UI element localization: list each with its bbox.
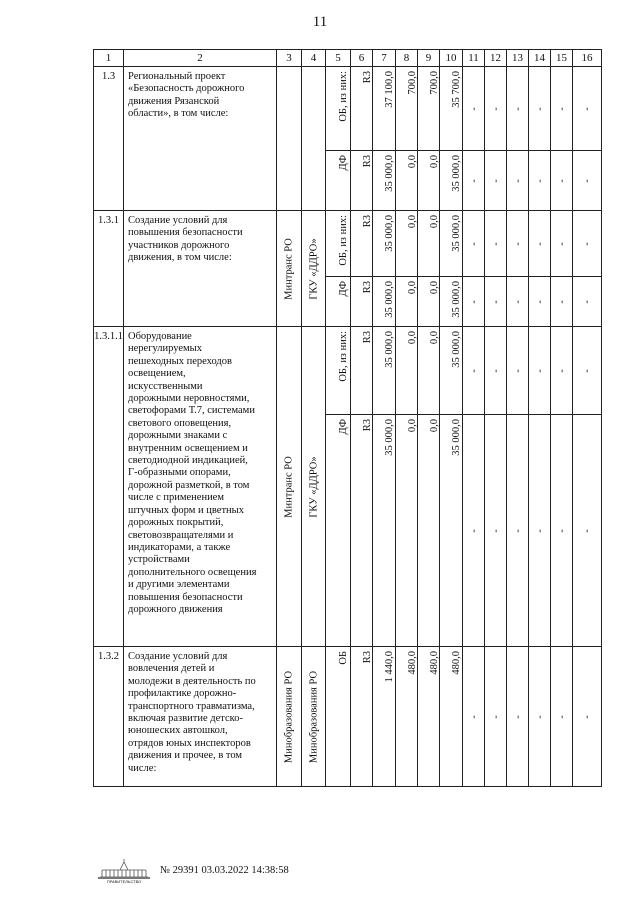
value-empty xyxy=(573,211,602,277)
co-executor-text: ГКУ «ДДРО» xyxy=(308,237,319,300)
value-total xyxy=(373,67,396,151)
row-name-line: светодиодной индикацией, xyxy=(128,455,248,467)
value-empty-text: - xyxy=(534,299,545,304)
table-row xyxy=(94,67,602,151)
value-year-3-text: 35 000,0 xyxy=(451,331,462,368)
value-year-2 xyxy=(418,277,440,327)
funding-source xyxy=(326,277,351,327)
value-year-2 xyxy=(418,211,440,277)
header-row xyxy=(94,50,602,67)
row-name-line: светового оповещения, xyxy=(128,417,232,429)
value-empty-text: - xyxy=(490,368,501,373)
value-year-2-text: 0,0 xyxy=(428,215,440,229)
value-total-text: 37 100,0 xyxy=(384,71,395,108)
funding-source-text: ДФ xyxy=(338,155,349,171)
row-name xyxy=(124,211,277,327)
row-name-line: и другими элементами xyxy=(128,579,230,591)
value-empty-text: - xyxy=(556,299,567,304)
value-empty xyxy=(529,277,551,327)
row-name-line: повышения безопасности xyxy=(128,591,243,603)
row-name-line: транспортного травматизма, xyxy=(128,700,255,712)
value-empty-text: - xyxy=(556,368,567,373)
value-empty-text: - xyxy=(581,368,593,373)
value-empty xyxy=(529,151,551,211)
header-col-8: 8 xyxy=(396,50,418,67)
value-total-text: 35 000,0 xyxy=(384,155,395,192)
project-code-text: R3 xyxy=(361,71,373,84)
value-empty xyxy=(507,327,529,415)
value-empty-text: - xyxy=(556,528,567,533)
co-executor xyxy=(302,67,326,211)
value-empty xyxy=(485,647,507,787)
value-empty-text: - xyxy=(534,528,545,533)
value-empty xyxy=(463,277,485,327)
value-year-1 xyxy=(396,647,418,787)
header-col-4: 4 xyxy=(302,50,326,67)
value-empty xyxy=(485,277,507,327)
project-code-text: R3 xyxy=(361,651,373,664)
project-code xyxy=(351,151,373,211)
value-year-2-text: 0,0 xyxy=(428,419,440,433)
value-empty xyxy=(529,415,551,647)
value-empty xyxy=(463,415,485,647)
value-year-1-text: 0,0 xyxy=(406,281,418,295)
row-name-line: искусственными xyxy=(128,380,203,392)
value-empty xyxy=(507,151,529,211)
co-executor-text: Минобразования РО xyxy=(308,670,319,763)
row-name xyxy=(124,67,277,211)
project-code-text: R3 xyxy=(361,215,373,228)
value-empty xyxy=(551,67,573,151)
value-year-3 xyxy=(440,277,463,327)
value-empty-text: - xyxy=(512,528,523,533)
header-col-10: 10 xyxy=(440,50,463,67)
value-year-3-text: 480,0 xyxy=(451,651,462,675)
value-year-3 xyxy=(440,415,463,647)
value-total xyxy=(373,415,396,647)
value-empty xyxy=(485,151,507,211)
funding-source-text: ОБ, из них: xyxy=(338,71,349,122)
value-empty xyxy=(485,211,507,277)
row-name-line: числе: xyxy=(128,762,157,774)
value-empty-text: - xyxy=(490,528,501,533)
value-year-2-text: 700,0 xyxy=(428,71,440,95)
value-year-2-text: 480,0 xyxy=(428,651,440,675)
responsible-executor xyxy=(277,211,302,327)
row-name-line: дорожными знаками с xyxy=(128,430,228,442)
registration-stamp: № 29391 03.03.2022 14:38:58 xyxy=(160,865,289,876)
row-name-line: дорожного движения xyxy=(128,603,223,615)
value-year-3 xyxy=(440,211,463,277)
row-name-line: нерегулируемых xyxy=(128,343,202,355)
seal-caption: ПРАВИТЕЛЬСТВО xyxy=(106,879,142,884)
value-empty xyxy=(551,151,573,211)
value-empty xyxy=(573,327,602,415)
value-year-2 xyxy=(418,327,440,415)
value-empty xyxy=(485,415,507,647)
value-empty-text: - xyxy=(556,241,567,246)
value-year-2-text: 0,0 xyxy=(428,331,440,345)
value-empty-text: - xyxy=(534,714,545,719)
funding-source xyxy=(326,151,351,211)
header-col-15: 15 xyxy=(551,50,573,67)
table-row xyxy=(94,647,602,787)
co-executor xyxy=(302,647,326,787)
row-name-line: индикаторами, а также xyxy=(128,541,231,553)
value-empty xyxy=(529,327,551,415)
row-name-line: вовлечения детей и xyxy=(128,663,215,675)
value-year-1 xyxy=(396,327,418,415)
header-col-11: 11 xyxy=(463,50,485,67)
value-empty xyxy=(463,151,485,211)
value-empty-text: - xyxy=(556,714,567,719)
value-empty-text: - xyxy=(490,714,501,719)
row-number: 1.3.2 xyxy=(94,647,124,787)
value-empty xyxy=(551,327,573,415)
row-name-line: движения Рязанской xyxy=(128,95,220,107)
value-empty xyxy=(529,211,551,277)
value-empty xyxy=(529,67,551,151)
value-year-1 xyxy=(396,211,418,277)
funding-source xyxy=(326,327,351,415)
project-code xyxy=(351,415,373,647)
value-empty-text: - xyxy=(534,106,545,111)
value-empty-text: - xyxy=(468,106,479,111)
row-name-line: дорожной разметкой, в том xyxy=(128,479,250,491)
value-year-1 xyxy=(396,415,418,647)
header-col-5: 5 xyxy=(326,50,351,67)
value-empty xyxy=(529,647,551,787)
value-year-3 xyxy=(440,647,463,787)
value-total-text: 35 000,0 xyxy=(384,215,395,252)
value-empty-text: - xyxy=(556,106,567,111)
row-name-line: пешеходных переходов xyxy=(128,355,232,367)
value-empty-text: - xyxy=(512,714,523,719)
value-total-text: 35 000,0 xyxy=(384,281,395,318)
value-empty xyxy=(551,211,573,277)
project-code xyxy=(351,211,373,277)
funding-source xyxy=(326,211,351,277)
value-empty xyxy=(507,67,529,151)
header-col-3: 3 xyxy=(277,50,302,67)
header-col-9: 9 xyxy=(418,50,440,67)
value-total-text: 35 000,0 xyxy=(384,331,395,368)
value-empty-text: - xyxy=(468,299,479,304)
header-col-2: 2 xyxy=(124,50,277,67)
project-code xyxy=(351,67,373,151)
value-empty-text: - xyxy=(512,241,523,246)
value-empty xyxy=(463,67,485,151)
header-col-12: 12 xyxy=(485,50,507,67)
header-col-7: 7 xyxy=(373,50,396,67)
value-year-1-text: 0,0 xyxy=(406,215,418,229)
value-year-3-text: 35 000,0 xyxy=(451,419,462,456)
row-number: 1.3 xyxy=(94,67,124,211)
value-empty-text: - xyxy=(534,178,545,183)
responsible-executor xyxy=(277,67,302,211)
responsible-executor-text: Минтранс РО xyxy=(283,237,295,300)
funding-source-text: ДФ xyxy=(338,419,349,435)
project-code xyxy=(351,647,373,787)
value-empty-text: - xyxy=(581,528,593,533)
value-year-2 xyxy=(418,67,440,151)
row-name-line: Создание условий для xyxy=(128,651,228,662)
value-total-text: 35 000,0 xyxy=(384,419,395,456)
row-name-line: внутренним освещением и xyxy=(128,442,248,454)
value-year-3-text: 35 700,0 xyxy=(451,71,462,108)
project-code-text: R3 xyxy=(361,419,373,432)
row-name-line: области», в том числе: xyxy=(128,108,229,120)
value-year-2 xyxy=(418,415,440,647)
funding-source xyxy=(326,67,351,151)
co-executor-text: ГКУ «ДДРО» xyxy=(308,455,319,518)
value-empty xyxy=(463,647,485,787)
value-empty-text: - xyxy=(468,714,479,719)
table-row xyxy=(94,327,602,415)
value-year-2 xyxy=(418,151,440,211)
value-empty xyxy=(507,277,529,327)
value-empty-text: - xyxy=(490,106,501,111)
row-name-line: дорожными неровностями, xyxy=(128,393,250,405)
project-code-text: R3 xyxy=(361,281,373,294)
value-empty xyxy=(551,415,573,647)
value-empty xyxy=(485,67,507,151)
value-empty xyxy=(573,277,602,327)
value-empty-text: - xyxy=(512,299,523,304)
row-name-line: Г-образными опорами, xyxy=(128,467,231,479)
value-empty xyxy=(573,67,602,151)
row-name-line: Оборудование xyxy=(128,331,192,342)
value-empty-text: - xyxy=(534,368,545,373)
value-empty xyxy=(507,415,529,647)
value-year-1-text: 0,0 xyxy=(406,155,418,169)
row-name-line: движения и прочее, в том xyxy=(128,750,243,762)
funding-source xyxy=(326,647,351,787)
value-year-3 xyxy=(440,151,463,211)
responsible-executor-text: Минобразования РО xyxy=(283,670,295,763)
value-empty xyxy=(463,211,485,277)
funding-source xyxy=(326,415,351,647)
value-empty-text: - xyxy=(512,368,523,373)
co-executor xyxy=(302,211,326,327)
program-table xyxy=(93,49,602,787)
row-name xyxy=(124,327,277,647)
value-total-text: 1 440,0 xyxy=(384,651,395,683)
header-col-13: 13 xyxy=(507,50,529,67)
responsible-executor xyxy=(277,327,302,647)
responsible-executor-text: Минтранс РО xyxy=(283,455,295,518)
project-code-text: R3 xyxy=(361,331,373,344)
value-empty xyxy=(573,151,602,211)
value-empty-text: - xyxy=(490,241,501,246)
value-empty-text: - xyxy=(581,299,593,304)
value-year-2 xyxy=(418,647,440,787)
row-name-line: светофорами Т.7, системами xyxy=(128,405,255,417)
value-total xyxy=(373,647,396,787)
value-year-3 xyxy=(440,327,463,415)
value-year-2-text: 0,0 xyxy=(428,281,440,295)
row-name-line: числе с применением xyxy=(128,492,224,504)
value-empty-text: - xyxy=(468,241,479,246)
row-name xyxy=(124,647,277,787)
row-name-line: профилактике дорожно- xyxy=(128,688,237,700)
table-row xyxy=(94,211,602,277)
value-empty xyxy=(507,647,529,787)
value-empty-text: - xyxy=(581,178,593,183)
project-code xyxy=(351,277,373,327)
value-empty-text: - xyxy=(512,106,523,111)
header-col-14: 14 xyxy=(529,50,551,67)
value-empty-text: - xyxy=(581,714,593,719)
row-name-line: включая развитие детско- xyxy=(128,713,243,725)
value-total xyxy=(373,151,396,211)
value-empty xyxy=(573,647,602,787)
row-name-line: Региональный проект xyxy=(128,71,226,82)
value-empty xyxy=(507,211,529,277)
row-name-line: повышения безопасности xyxy=(128,227,243,239)
value-year-1-text: 0,0 xyxy=(406,331,418,345)
row-number: 1.3.1.1 xyxy=(94,327,124,647)
header-col-6: 6 xyxy=(351,50,373,67)
value-empty xyxy=(573,415,602,647)
value-empty-text: - xyxy=(534,241,545,246)
value-year-1 xyxy=(396,277,418,327)
row-name-line: дорожных покрытий, xyxy=(128,517,224,529)
value-empty-text: - xyxy=(468,528,479,533)
value-empty-text: - xyxy=(468,368,479,373)
value-year-1-text: 480,0 xyxy=(406,651,418,675)
row-number: 1.3.1 xyxy=(94,211,124,327)
value-empty xyxy=(551,277,573,327)
value-year-3-text: 35 000,0 xyxy=(451,155,462,192)
value-year-2-text: 0,0 xyxy=(428,155,440,169)
funding-source-text: ДФ xyxy=(338,281,349,297)
responsible-executor xyxy=(277,647,302,787)
value-empty xyxy=(463,327,485,415)
value-year-3-text: 35 000,0 xyxy=(451,215,462,252)
row-name-line: «Безопасность дорожного xyxy=(128,83,245,95)
value-empty-text: - xyxy=(490,178,501,183)
project-code-text: R3 xyxy=(361,155,373,168)
row-name-line: устройствами xyxy=(128,554,190,566)
row-name-line: движения, в том числе: xyxy=(128,252,232,264)
project-code xyxy=(351,327,373,415)
row-name-line: юношеских автошкол, xyxy=(128,725,228,737)
value-empty-text: - xyxy=(468,178,479,183)
row-name-line: световозвращателями и xyxy=(128,529,234,541)
value-year-1 xyxy=(396,67,418,151)
row-name-line: освещением, xyxy=(128,368,186,380)
row-name-line: Создание условий для xyxy=(128,215,228,226)
page-number: 11 xyxy=(312,14,328,30)
row-name-line: штучных форм и цветных xyxy=(128,504,244,516)
value-total xyxy=(373,277,396,327)
value-empty-text: - xyxy=(556,178,567,183)
value-empty-text: - xyxy=(490,299,501,304)
row-name-line: молодежи в деятельность по xyxy=(128,675,256,687)
row-name-line: отрядов юных инспекторов xyxy=(128,737,251,749)
value-year-3-text: 35 000,0 xyxy=(451,281,462,318)
value-year-3 xyxy=(440,67,463,151)
funding-source-text: ОБ, из них: xyxy=(338,331,349,382)
funding-source-text: ОБ xyxy=(338,651,349,665)
value-empty-text: - xyxy=(512,178,523,183)
funding-source-text: ОБ, из них: xyxy=(338,215,349,266)
row-name-line: дополнительного освещения xyxy=(128,566,257,578)
row-name-line: участников дорожного xyxy=(128,239,230,251)
value-empty-text: - xyxy=(581,106,593,111)
value-year-1-text: 0,0 xyxy=(406,419,418,433)
header-col-1: 1 xyxy=(94,50,124,67)
value-empty xyxy=(551,647,573,787)
co-executor xyxy=(302,327,326,647)
value-year-1-text: 700,0 xyxy=(406,71,418,95)
value-year-1 xyxy=(396,151,418,211)
value-total xyxy=(373,327,396,415)
value-empty xyxy=(485,327,507,415)
header-col-16: 16 xyxy=(573,50,602,67)
value-empty-text: - xyxy=(581,241,593,246)
value-total xyxy=(373,211,396,277)
